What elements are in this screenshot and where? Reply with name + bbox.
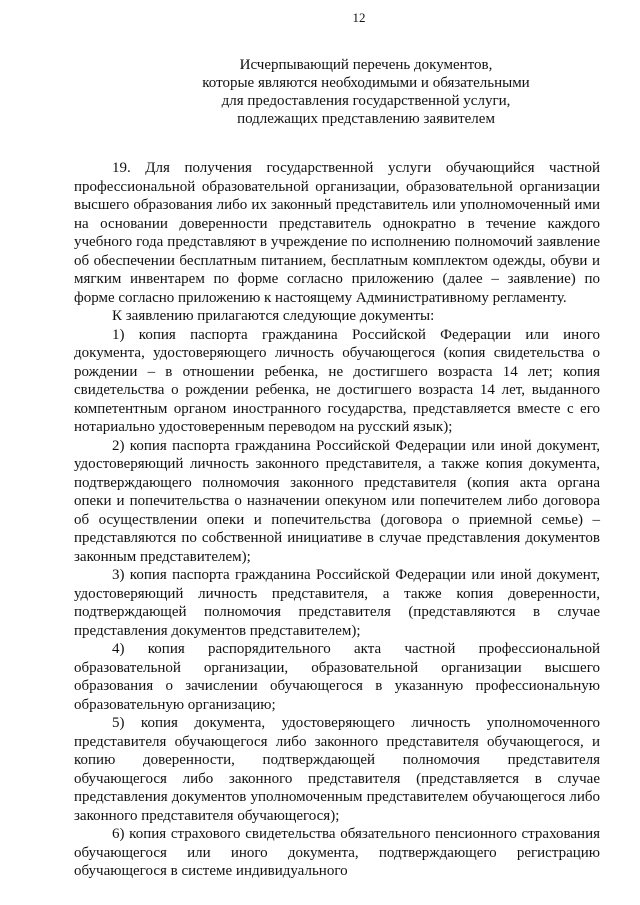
list-item-2: 2) копия паспорта гражданина Российской Федерации или иной документ, удостоверяющий личность законного представителя, а также копия документа, подтверждающего полномочия законного представителя (копия акта органа опеки и попечительства о назначении опекуном или попечителем либо договора об осуществлении опеки и попечительства (договора о приемной семье) – представляются по собственной инициативе в случае представления документов законным представителем); <box>74 437 600 565</box>
heading-line: подлежащих представлению заявителем <box>237 111 495 127</box>
heading-line: для предоставления государственной услуги, <box>221 93 511 109</box>
list-item-5: 5) копия документа, удостоверяющего личность уполномоченного представителя обучающегося либо законного представителя обучающегося, и копию доверенности, подтверждающей полномочия представителя обучающегося либо законного представителя (представляется в случае представления документов уполномоченным представителем обучающегося либо законного представителя обучающегося); <box>74 715 600 824</box>
list-item-4: 4) копия распорядительного акта частной профессиональной образовательной организации, образовательной организации высшего образования о зачислении обучающегося в указанную профессиональную образовательную организацию; <box>74 641 600 713</box>
heading-line: Исчерпывающий перечень документов, <box>239 57 493 73</box>
list-item-6: 6) копия страхового свидетельства обязательного пенсионного страхования обучающегося или иного документа, подтверждающего регистрацию обучающегося в системе индивидуального <box>74 826 600 879</box>
paragraph-19: 19. Для получения государственной услуги обучающийся частной профессиональной образовательной организации, образовательной организации высшего образования либо их законный представитель или уполномоченный ими на основании доверенности представитель однократно в течение каждого учебного года представляют в учреждение по исполнению полномочий заявление об обеспечении бесплатным питанием, бесплатным комплектом одежды, обуви и мягким инвентарем по форме согласно приложению (далее – заявление) по форме согласно приложению к настоящему Административному регламенту. <box>74 160 600 306</box>
section-heading <box>74 56 600 128</box>
list-item-3: 3) копия паспорта гражданина Российской Федерации или иной документ, удостоверяющий личность представителя, а также копия доверенности, подтверждающей полномочия представителя (представляются в случае представления документов представителем); <box>74 567 600 639</box>
heading-line: которые являются необходимыми и обязательными <box>202 75 530 91</box>
page-number: 12 <box>352 10 366 25</box>
document-body <box>74 159 600 881</box>
paragraph-attachments-intro: К заявлению прилагаются следующие документы: <box>112 308 435 324</box>
list-item-1: 1) копия паспорта гражданина Российской Федерации или иного документа, удостоверяющего личность обучающегося (копия свидетельства о рождении – в отношении ребенка, не достигшего возраста 14 лет; копия свидетельства о рождении ребенка, не достигшего возраста 14 лет, выданного компетентным органом иностранного государства, представляется вместе с его нотариально удостоверенным переводом на русский язык); <box>74 326 600 435</box>
